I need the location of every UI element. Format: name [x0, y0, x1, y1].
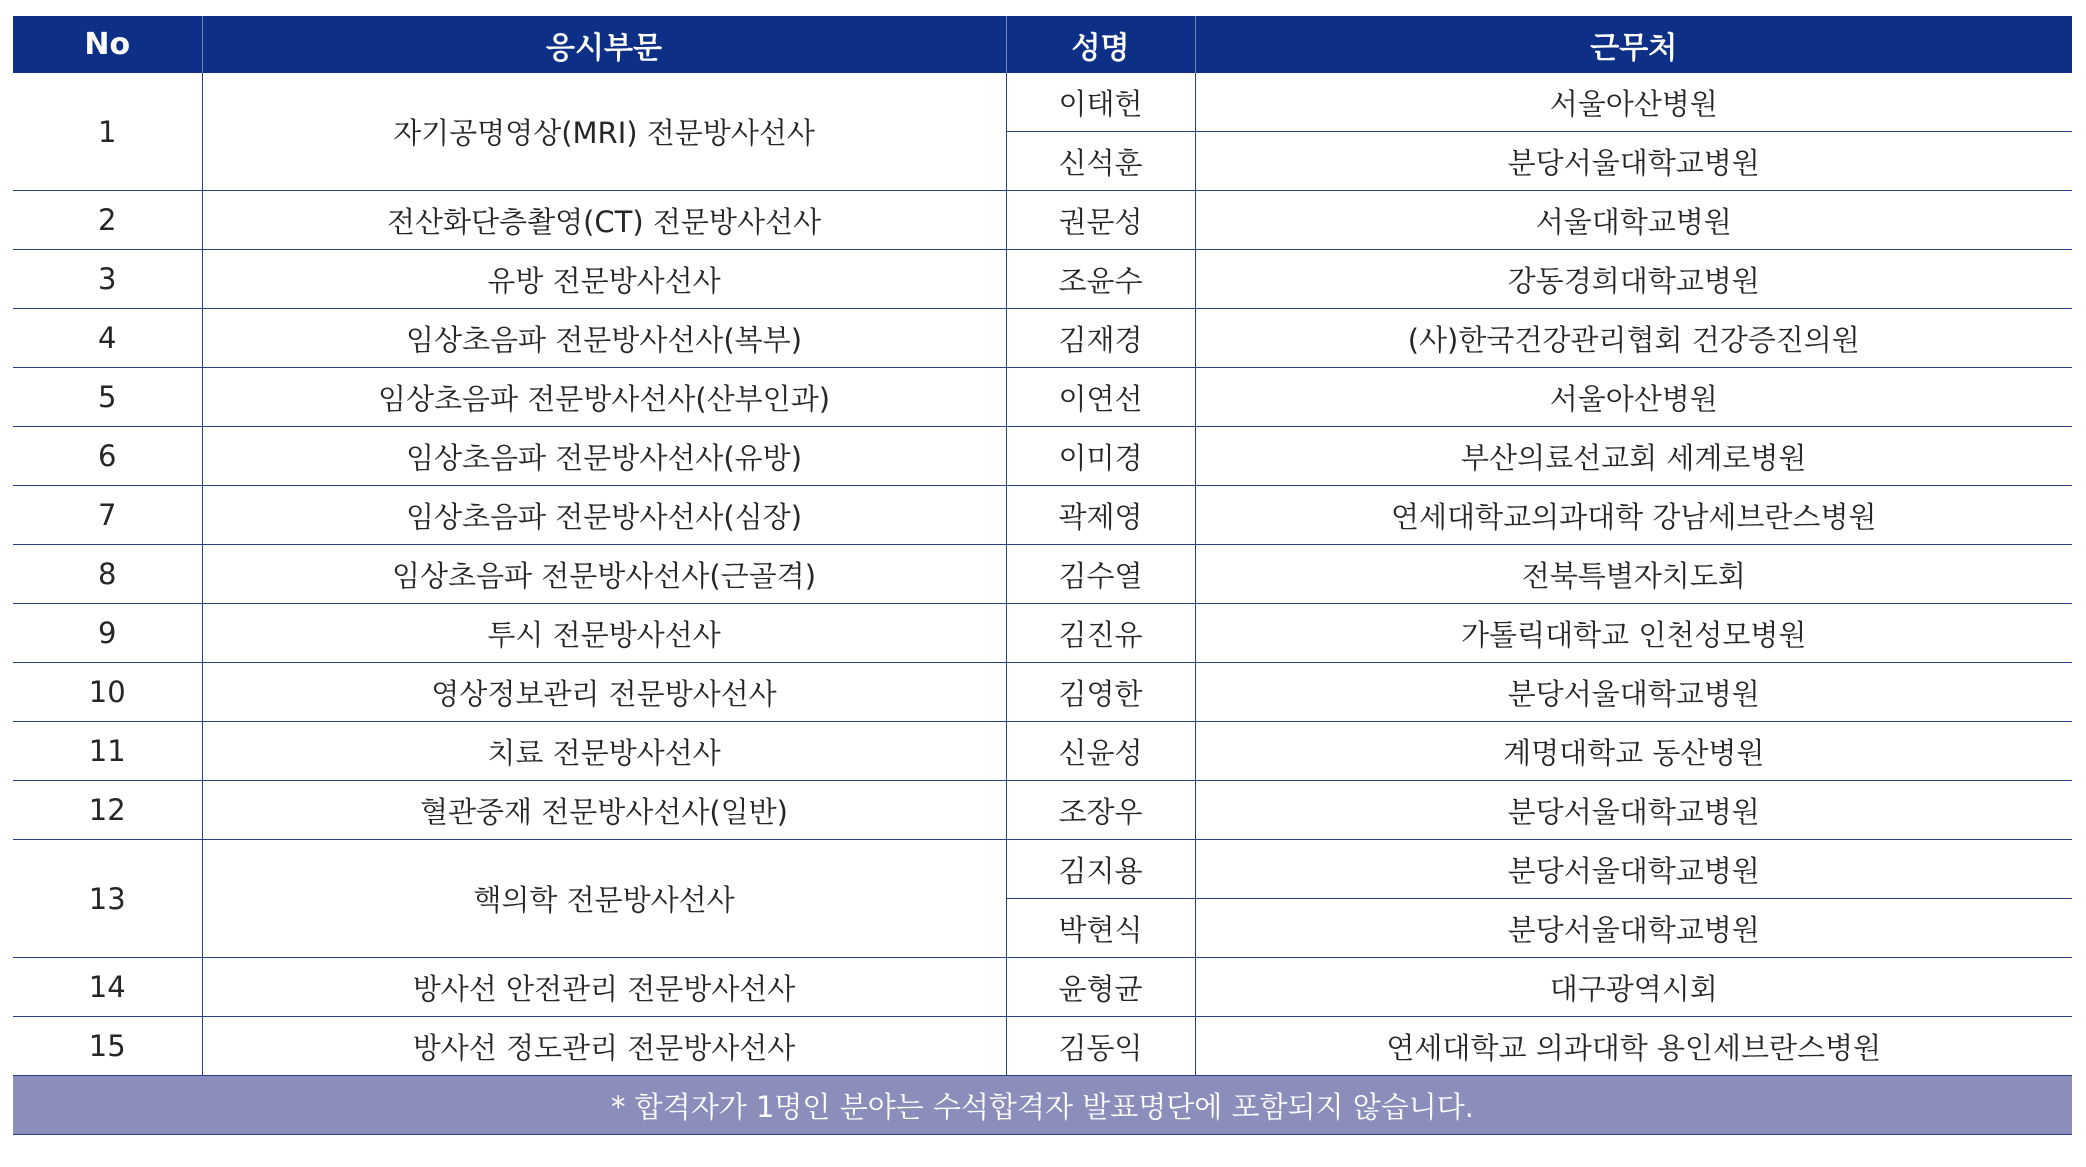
- exam-field: 치료 전문방사선사: [202, 722, 1006, 781]
- exam-field: 혈관중재 전문방사선사(일반): [202, 781, 1006, 840]
- workplace: 분당서울대학교병원: [1195, 899, 2072, 958]
- person-name: 김지용: [1006, 840, 1195, 899]
- table-row: [13, 191, 2072, 250]
- exam-field: 영상정보관리 전문방사선사: [202, 663, 1006, 722]
- person-name: 김재경: [1006, 309, 1195, 368]
- results-table: [13, 16, 2072, 1135]
- person-name: 신석훈: [1006, 132, 1195, 191]
- person-name: 이연선: [1006, 368, 1195, 427]
- row-number: 10: [13, 663, 202, 722]
- workplace: 대구광역시회: [1195, 958, 2072, 1017]
- person-name: 조윤수: [1006, 250, 1195, 309]
- table-row: [13, 840, 2072, 899]
- header-no: No: [13, 16, 202, 73]
- footnote-row: [13, 1076, 2072, 1135]
- person-name: 김수열: [1006, 545, 1195, 604]
- workplace: 강동경희대학교병원: [1195, 250, 2072, 309]
- workplace: 서울아산병원: [1195, 368, 2072, 427]
- person-name: 김동익: [1006, 1017, 1195, 1076]
- person-name: 박현식: [1006, 899, 1195, 958]
- exam-field: 임상초음파 전문방사선사(근골격): [202, 545, 1006, 604]
- table-row: [13, 1017, 2072, 1076]
- row-number: 6: [13, 427, 202, 486]
- person-name: 윤형균: [1006, 958, 1195, 1017]
- person-name: 권문성: [1006, 191, 1195, 250]
- person-name: 이미경: [1006, 427, 1195, 486]
- row-number: 15: [13, 1017, 202, 1076]
- header-field: 응시부문: [202, 16, 1006, 73]
- table-row: [13, 427, 2072, 486]
- person-name: 조장우: [1006, 781, 1195, 840]
- table-row: [13, 486, 2072, 545]
- workplace: (사)한국건강관리협회 건강증진의원: [1195, 309, 2072, 368]
- person-name: 신윤성: [1006, 722, 1195, 781]
- row-number: 11: [13, 722, 202, 781]
- row-number: 13: [13, 840, 202, 958]
- workplace: 가톨릭대학교 인천성모병원: [1195, 604, 2072, 663]
- person-name: 김영한: [1006, 663, 1195, 722]
- exam-field: 자기공명영상(MRI) 전문방사선사: [202, 73, 1006, 191]
- exam-field: 임상초음파 전문방사선사(복부): [202, 309, 1006, 368]
- table-row: [13, 781, 2072, 840]
- table-row: [13, 958, 2072, 1017]
- workplace: 전북특별자치도회: [1195, 545, 2072, 604]
- table-row: [13, 722, 2072, 781]
- row-number: 1: [13, 73, 202, 191]
- workplace: 연세대학교 의과대학 용인세브란스병원: [1195, 1017, 2072, 1076]
- row-number: 2: [13, 191, 202, 250]
- exam-field: 투시 전문방사선사: [202, 604, 1006, 663]
- exam-field: 방사선 안전관리 전문방사선사: [202, 958, 1006, 1017]
- workplace: 분당서울대학교병원: [1195, 663, 2072, 722]
- workplace: 분당서울대학교병원: [1195, 840, 2072, 899]
- person-name: 김진유: [1006, 604, 1195, 663]
- header-row: [13, 16, 2072, 73]
- workplace: 부산의료선교회 세계로병원: [1195, 427, 2072, 486]
- person-name: 곽제영: [1006, 486, 1195, 545]
- workplace: 연세대학교의과대학 강남세브란스병원: [1195, 486, 2072, 545]
- person-name: 이태헌: [1006, 73, 1195, 132]
- exam-field: 전산화단층촬영(CT) 전문방사선사: [202, 191, 1006, 250]
- exam-field: 유방 전문방사선사: [202, 250, 1006, 309]
- exam-field: 임상초음파 전문방사선사(유방): [202, 427, 1006, 486]
- exam-field: 핵의학 전문방사선사: [202, 840, 1006, 958]
- header-workplace: 근무처: [1195, 16, 2072, 73]
- workplace: 분당서울대학교병원: [1195, 781, 2072, 840]
- row-number: 8: [13, 545, 202, 604]
- header-name: 성명: [1006, 16, 1195, 73]
- row-number: 4: [13, 309, 202, 368]
- row-number: 14: [13, 958, 202, 1017]
- table-body: [13, 73, 2072, 1076]
- footnote: * 합격자가 1명인 분야는 수석합격자 발표명단에 포함되지 않습니다.: [13, 1076, 2072, 1135]
- table-row: [13, 368, 2072, 427]
- row-number: 3: [13, 250, 202, 309]
- table-row: [13, 604, 2072, 663]
- table-row: [13, 663, 2072, 722]
- row-number: 9: [13, 604, 202, 663]
- row-number: 12: [13, 781, 202, 840]
- row-number: 7: [13, 486, 202, 545]
- workplace: 분당서울대학교병원: [1195, 132, 2072, 191]
- table-row: [13, 545, 2072, 604]
- workplace: 계명대학교 동산병원: [1195, 722, 2072, 781]
- workplace: 서울아산병원: [1195, 73, 2072, 132]
- row-number: 5: [13, 368, 202, 427]
- table-row: [13, 250, 2072, 309]
- exam-field: 방사선 정도관리 전문방사선사: [202, 1017, 1006, 1076]
- exam-field: 임상초음파 전문방사선사(산부인과): [202, 368, 1006, 427]
- table-row: [13, 73, 2072, 132]
- table-row: [13, 309, 2072, 368]
- workplace: 서울대학교병원: [1195, 191, 2072, 250]
- exam-field: 임상초음파 전문방사선사(심장): [202, 486, 1006, 545]
